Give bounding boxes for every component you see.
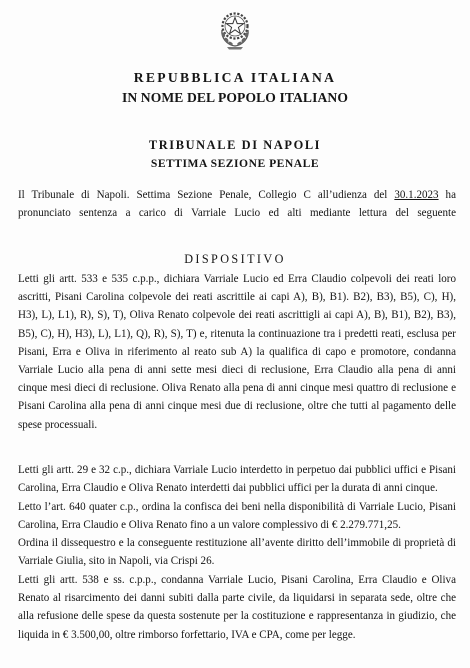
republic-heading: REPUBBLICA ITALIANA (133, 70, 337, 85)
ruling-paragraph-confiscation: Letto l’art. 640 quater c.p., ordina la confisca dei beni nella disponibilità di Varriale Lucio, Pisani Carolina, Erra Claudio e Oliva Renato fino a un valore complessivo di € 2.279.771,25. (18, 501, 456, 532)
ruling-paragraph-disqualification: Letti gli artt. 29 e 32 c.p., dichiara Varriale Lucio interdetto in perpetuo dai pubblici uffici e Pisani Carolina, Erra Claudio e Oliva Renato interdetti dai pubblici uffici per la durata di anni cinque. (18, 464, 456, 495)
section-heading: SETTIMA SEZIONE PENALE (150, 157, 320, 170)
emblem-of-italy-icon (217, 8, 253, 50)
ruling-paragraph-damages: Letti gli artt. 538 e ss. c.p.p., condanna Varriale Lucio, Pisani Carolina, Erra Claudio e Oliva Renato al risarcimento dei danni subiti dalla parte civile, da liquidarsi in separata sede, oltre che alla refusione delle spese da questa sostenute per la costituzione e rappresentanza in giudizio, che liquida in € 3.500,00, oltre rimborso forfettario, IVA e CPA, come per legge. (18, 574, 456, 641)
court-heading: TRIBUNALE DI NAPOLI (148, 138, 322, 152)
hearing-date: 30.1.2023 (394, 189, 439, 201)
dispositivo-heading: DISPOSITIVO (184, 252, 286, 266)
ruling-paragraph-release: Ordina il dissequestro e la conseguente restituzione all’avente diritto dell’immobile di proprietà di Varriale Giulia, sito in Napoli, via Crispi 26. (18, 537, 456, 568)
intro-text-start: Il Tribunale di Napoli. Settima Sezione Penale, Collegio C all’udienza del (18, 189, 395, 201)
people-heading: IN NOME DEL POPOLO ITALIANO (121, 90, 348, 105)
intro-paragraph (18, 186, 456, 222)
intro-text-end: ha pronunciato sentenza a carico di Varriale Lucio ed alti mediante lettura del seguente (18, 189, 456, 220)
ruling-paragraph-conviction: Letti gli artt. 533 e 535 c.p.p., dichiara Varriale Lucio ed Erra Claudio colpevoli dei reati loro ascritti, Pisani Carolina colpevole dei reati ascrittile ai capi A), B), B1). B2), B3), B5), C), H), H3), L), L1), R), S), T), Oliva Renato colpevole dei reati ascrittigli ai capi A), B), B1), B2), B3), B5), C), H), H3), L), L1), Q), R), S), T) e, ritenuta la continuazione tra i predetti reati, esclusa per Pisani, Erra e Oliva in riferimento al reato sub A) la qualifica di capo e promotore, condanna Varriale Lucio alla pena di anni sette mesi dieci di reclusione, Erra Claudio alla pena di anni cinque mesi dieci di reclusione. Oliva Renato alla pena di anni cinque mesi quattro di reclusione e Pisani Carolina alla pena di anni cinque mesi due di reclusione, oltre che tutti al pagamento delle spese processuali. (18, 273, 456, 431)
